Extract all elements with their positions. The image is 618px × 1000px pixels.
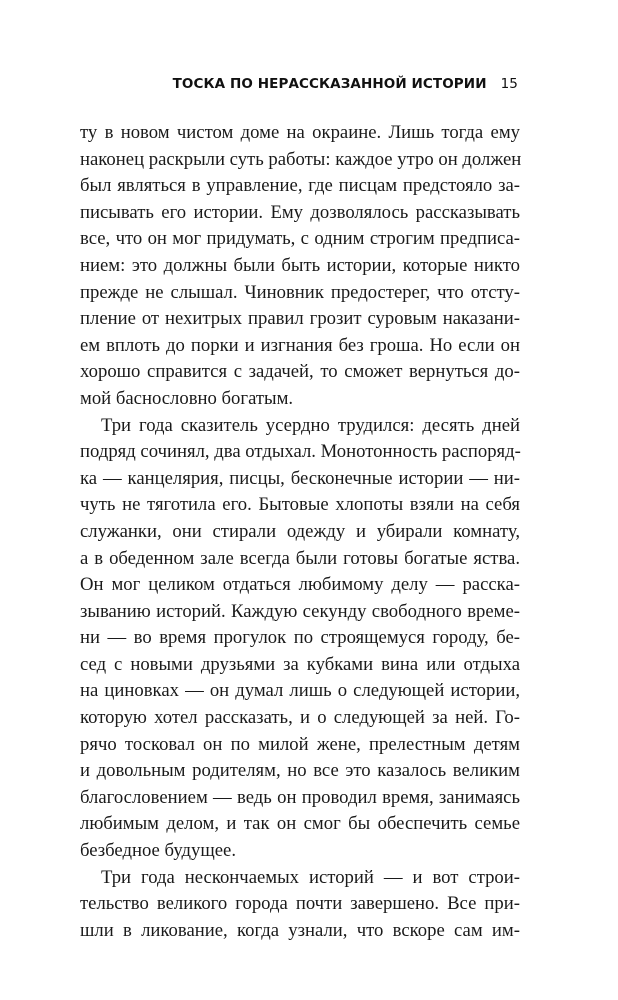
text-line: пление от нехитрых правил грозит суровым наказани-: [80, 308, 520, 330]
text-line: наконец раскрыли суть работы: каждое утро он должен: [80, 148, 522, 170]
paragraph: [80, 865, 520, 945]
text-line: шли в ликование, когда узнали, что вскоре сам им-: [80, 919, 520, 941]
text-line: прежде не слышал. Чиновник предостерег, что отсту-: [80, 281, 520, 303]
text-line: ем вплоть до порки и изгнания без гроша. Но если он: [80, 334, 520, 356]
running-head: [173, 76, 518, 92]
text-line: хорошо справится с задачей, то сможет вернуться до-: [80, 361, 520, 383]
text-line: писывать его истории. Ему дозволялось рассказывать: [80, 201, 520, 223]
text-line: служанки, они стирали одежду и убирали комнату,: [80, 520, 520, 542]
text-line: нием: это должны были быть истории, которые никто: [80, 254, 520, 276]
text-line: а в обеденном зале всегда были готовы богатые яства.: [80, 547, 520, 569]
text-line: которую хотел рассказать, и о следующей за ней. Го-: [80, 707, 520, 729]
text-line: чуть не тяготила его. Бытовые хлопоты взяли на себя: [80, 494, 520, 516]
text-line: все, что он мог придумать, с одним строгим предписа-: [80, 228, 520, 250]
text-line: на циновках — он думал лишь о следующей истории,: [80, 680, 520, 702]
text-line: зыванию историй. Каждую секунду свободного време-: [80, 600, 520, 622]
text-line: безбедное будущее.: [80, 840, 236, 862]
text-line: благословением — ведь он проводил время, занимаясь: [80, 786, 520, 808]
text-line: и довольным родителям, но все это казалось великим: [80, 760, 520, 782]
text-line: был являться в управление, где писцам предстояло за-: [80, 175, 520, 197]
text-line: Три года сказитель усердно трудился: десять дней: [101, 414, 520, 436]
paragraph: [80, 413, 520, 865]
text-line: рячо тосковал он по милой жене, прелестным детям: [80, 733, 520, 755]
paragraph: [80, 120, 520, 413]
body-text: [80, 120, 520, 944]
text-line: мой баснословно богатым.: [80, 387, 294, 409]
text-line: ни — во время прогулок по строящемуся городу, бе-: [80, 627, 520, 649]
text-line: подряд сочинял, два отдыхал. Монотонность распоряд-: [80, 441, 521, 463]
text-line: сед с новыми друзьями за кубками вина или отдыха: [80, 653, 520, 675]
text-line: ту в новом чистом доме на окраине. Лишь тогда ему: [80, 122, 520, 143]
text-line: Он мог целиком отдаться любимому делу — расска-: [80, 574, 520, 596]
text-line: любимым делом, и так он смог бы обеспечить семье: [80, 813, 520, 835]
page-number: 15: [500, 76, 518, 92]
text-line: Три года нескончаемых историй — и вот строи-: [101, 866, 520, 888]
running-head-title: ТОСКА ПО НЕРАССКАЗАННОЙ ИСТОРИИ: [172, 76, 487, 92]
text-line: тельство великого города почти завершено. Все при-: [80, 893, 520, 915]
text-line: ка — канцелярия, писцы, бесконечные истории — ни-: [80, 467, 520, 489]
